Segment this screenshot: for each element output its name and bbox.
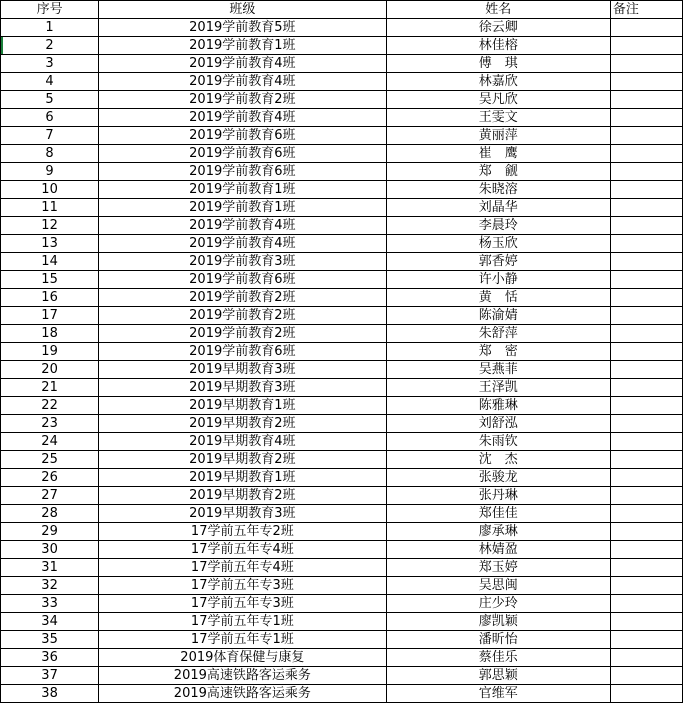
cell-name[interactable]: 陈渝婧 [386,307,610,325]
cell-note[interactable] [610,307,682,325]
cell-name[interactable]: 张骏龙 [386,469,610,487]
header-index[interactable]: 序号 [1,1,99,19]
table-row [1,73,683,91]
table-row [1,541,683,559]
cell-class[interactable]: 17学前五年专2班 [99,523,386,541]
cell-index[interactable]: 32 [1,577,99,595]
table-row [1,199,683,217]
cell-class[interactable]: 2019学前教育4班 [99,235,386,253]
cell-note[interactable] [610,91,682,109]
cell-class[interactable]: 2019早期教育2班 [99,451,386,469]
table-row [1,415,683,433]
table-row [1,559,683,577]
cell-name[interactable]: 刘晶华 [386,199,610,217]
table-body [1,19,683,703]
cell-class[interactable]: 2019学前教育2班 [99,307,386,325]
cell-note[interactable] [610,163,682,181]
cell-index[interactable]: 14 [1,253,99,271]
cell-class[interactable]: 2019早期教育1班 [99,469,386,487]
cell-note[interactable] [610,649,682,667]
cell-note[interactable] [610,289,682,307]
cell-name[interactable]: 郑 觎 [386,163,610,181]
cell-class[interactable]: 2019高速铁路客运乘务 [99,685,386,703]
cell-index[interactable]: 2 [1,37,99,55]
cell-note[interactable] [610,109,682,127]
cell-note[interactable] [610,397,682,415]
cell-index[interactable]: 30 [1,541,99,559]
cell-note[interactable] [610,451,682,469]
cell-name[interactable]: 朱雨钦 [386,433,610,451]
cell-name[interactable]: 郭香婷 [386,253,610,271]
table-row [1,667,683,685]
table-row [1,613,683,631]
cell-name[interactable]: 庄少玲 [386,595,610,613]
cell-note[interactable] [610,667,682,685]
cell-index[interactable]: 34 [1,613,99,631]
cell-class[interactable]: 2019早期教育2班 [99,487,386,505]
cell-name[interactable]: 黄丽萍 [386,127,610,145]
cell-index[interactable]: 10 [1,181,99,199]
table-row [1,685,683,703]
cell-name[interactable]: 林婧盈 [386,541,610,559]
cell-name[interactable]: 林佳榕 [386,37,610,55]
cell-index[interactable]: 11 [1,199,99,217]
cell-name[interactable]: 王雯文 [386,109,610,127]
cell-index[interactable]: 19 [1,343,99,361]
cell-class[interactable]: 2019学前教育4班 [99,217,386,235]
cell-index[interactable]: 36 [1,649,99,667]
cell-class[interactable]: 17学前五年专3班 [99,577,386,595]
table-row [1,163,683,181]
cell-class[interactable]: 2019学前教育4班 [99,73,386,91]
table-row [1,217,683,235]
table-row [1,595,683,613]
cell-name[interactable]: 傅 琪 [386,55,610,73]
table-row [1,397,683,415]
cell-name[interactable]: 潘昕怡 [386,631,610,649]
cell-name[interactable]: 林嘉欣 [386,73,610,91]
table-row [1,361,683,379]
cell-class[interactable]: 2019学前教育6班 [99,127,386,145]
cell-name[interactable]: 郑佳佳 [386,505,610,523]
cell-name[interactable]: 吴思闽 [386,577,610,595]
cell-name[interactable]: 郭思颖 [386,667,610,685]
cell-note[interactable] [610,433,682,451]
cell-index[interactable]: 29 [1,523,99,541]
cell-index[interactable]: 27 [1,487,99,505]
cell-index[interactable]: 18 [1,325,99,343]
cell-note[interactable] [610,181,682,199]
table-row [1,235,683,253]
cell-note[interactable] [610,73,682,91]
cell-name[interactable]: 李晨玲 [386,217,610,235]
table-row [1,469,683,487]
cell-class[interactable]: 2019学前教育6班 [99,271,386,289]
cell-note[interactable] [610,685,682,703]
table-row [1,271,683,289]
cell-index[interactable]: 9 [1,163,99,181]
cell-class[interactable]: 2019学前教育2班 [99,289,386,307]
table-row [1,451,683,469]
cell-note[interactable] [610,631,682,649]
cell-index[interactable]: 6 [1,109,99,127]
cell-index[interactable]: 25 [1,451,99,469]
cell-note[interactable] [610,487,682,505]
cell-index[interactable]: 17 [1,307,99,325]
table-row [1,307,683,325]
cell-note[interactable] [610,37,682,55]
cell-name[interactable]: 徐云卿 [386,19,610,37]
cell-index[interactable]: 23 [1,415,99,433]
cell-note[interactable] [610,379,682,397]
table-row [1,37,683,55]
cell-note[interactable] [610,325,682,343]
cell-name[interactable]: 吴燕菲 [386,361,610,379]
cell-index[interactable]: 22 [1,397,99,415]
cell-name[interactable]: 刘舒泓 [386,415,610,433]
cell-class[interactable]: 2019学前教育6班 [99,163,386,181]
cell-name[interactable]: 郑 密 [386,343,610,361]
cell-index[interactable]: 26 [1,469,99,487]
cell-class[interactable]: 17学前五年专1班 [99,613,386,631]
cell-note[interactable] [610,271,682,289]
cell-index[interactable]: 16 [1,289,99,307]
cell-note[interactable] [610,343,682,361]
cell-index[interactable]: 4 [1,73,99,91]
table-row [1,649,683,667]
table-row [1,181,683,199]
table-row [1,109,683,127]
cell-index[interactable]: 5 [1,91,99,109]
cell-name[interactable]: 吴凡欣 [386,91,610,109]
table-row [1,253,683,271]
cell-note[interactable] [610,217,682,235]
cell-class[interactable]: 2019早期教育3班 [99,379,386,397]
cell-name[interactable]: 许小静 [386,271,610,289]
cell-note[interactable] [610,523,682,541]
cell-note[interactable] [610,55,682,73]
cell-index[interactable]: 37 [1,667,99,685]
cell-note[interactable] [610,559,682,577]
cell-class[interactable]: 2019学前教育4班 [99,109,386,127]
cell-name[interactable]: 黄 恬 [386,289,610,307]
table-row [1,577,683,595]
cell-class[interactable]: 2019学前教育5班 [99,19,386,37]
cell-class[interactable]: 2019学前教育3班 [99,253,386,271]
cell-note[interactable] [610,577,682,595]
cell-note[interactable] [610,469,682,487]
table-row [1,487,683,505]
table-row [1,55,683,73]
header-row [1,1,683,19]
cell-index[interactable]: 13 [1,235,99,253]
cell-class[interactable]: 2019早期教育1班 [99,397,386,415]
header-class[interactable]: 班级 [99,1,386,19]
cell-class[interactable]: 2019学前教育6班 [99,343,386,361]
cell-name[interactable]: 朱晓溶 [386,181,610,199]
cell-class[interactable]: 2019早期教育2班 [99,415,386,433]
header-name[interactable]: 姓名 [386,1,610,19]
cell-index[interactable]: 15 [1,271,99,289]
cell-class[interactable]: 17学前五年专3班 [99,595,386,613]
cell-class[interactable]: 17学前五年专1班 [99,631,386,649]
cell-note[interactable] [610,505,682,523]
cell-note[interactable] [610,361,682,379]
cell-class[interactable]: 2019早期教育4班 [99,433,386,451]
table-row [1,325,683,343]
cell-index[interactable]: 20 [1,361,99,379]
cell-class[interactable]: 2019学前教育2班 [99,91,386,109]
cell-index[interactable]: 1 [1,19,99,37]
cell-index[interactable]: 28 [1,505,99,523]
cell-index[interactable]: 33 [1,595,99,613]
cell-name[interactable]: 杨玉欣 [386,235,610,253]
cell-note[interactable] [610,613,682,631]
cell-name[interactable]: 陈雅琳 [386,397,610,415]
cell-name[interactable]: 朱舒萍 [386,325,610,343]
cell-class[interactable]: 2019学前教育1班 [99,181,386,199]
cell-name[interactable]: 郑玉婷 [386,559,610,577]
cell-index[interactable]: 24 [1,433,99,451]
table-row [1,505,683,523]
table-row [1,19,683,37]
cell-index[interactable]: 8 [1,145,99,163]
cell-name[interactable]: 崔 鹰 [386,145,610,163]
table-row [1,91,683,109]
cell-name[interactable]: 张丹琳 [386,487,610,505]
cell-note[interactable] [610,145,682,163]
cell-index[interactable]: 7 [1,127,99,145]
cell-index[interactable]: 31 [1,559,99,577]
table-row [1,631,683,649]
cell-name[interactable]: 蔡佳乐 [386,649,610,667]
cell-name[interactable]: 廖凯颖 [386,613,610,631]
cell-class[interactable]: 2019高速铁路客运乘务 [99,667,386,685]
cell-class[interactable]: 2019学前教育1班 [99,199,386,217]
table-row [1,343,683,361]
table-row [1,379,683,397]
table-row [1,145,683,163]
cell-index[interactable]: 3 [1,55,99,73]
cell-class[interactable]: 2019学前教育2班 [99,325,386,343]
cell-index[interactable]: 12 [1,217,99,235]
cell-class[interactable]: 17学前五年专4班 [99,559,386,577]
table-row [1,127,683,145]
table-row [1,289,683,307]
cell-name[interactable]: 廖承琳 [386,523,610,541]
cell-index[interactable]: 38 [1,685,99,703]
cell-name[interactable]: 官维军 [386,685,610,703]
cell-note[interactable] [610,199,682,217]
header-note[interactable]: 备注 [610,1,682,19]
cell-note[interactable] [610,19,682,37]
cell-name[interactable]: 沈 杰 [386,451,610,469]
table-row [1,523,683,541]
cell-note[interactable] [610,235,682,253]
cell-name[interactable]: 王泽凯 [386,379,610,397]
cell-class[interactable]: 2019体育保健与康复 [99,649,386,667]
table-row [1,433,683,451]
cell-class[interactable]: 2019学前教育6班 [99,145,386,163]
cell-class[interactable]: 2019早期教育3班 [99,505,386,523]
cell-note[interactable] [610,541,682,559]
cell-note[interactable] [610,253,682,271]
cell-class[interactable]: 2019早期教育3班 [99,361,386,379]
cell-note[interactable] [610,415,682,433]
cell-index[interactable]: 21 [1,379,99,397]
cell-class[interactable]: 2019学前教育4班 [99,55,386,73]
cell-class[interactable]: 2019学前教育1班 [99,37,386,55]
cell-index[interactable]: 35 [1,631,99,649]
cell-note[interactable] [610,127,682,145]
cell-class[interactable]: 17学前五年专4班 [99,541,386,559]
cell-note[interactable] [610,595,682,613]
